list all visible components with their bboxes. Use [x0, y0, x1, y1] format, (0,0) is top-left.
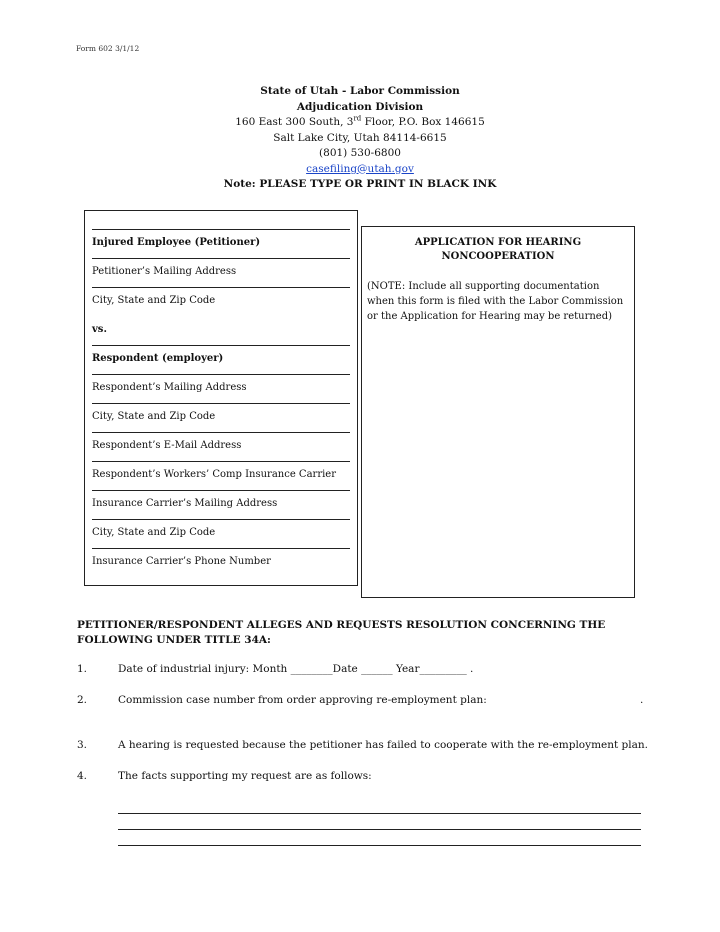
ink-note: Note: PLEASE TYPE OR PRINT IN BLACK INK: [223, 178, 497, 190]
hearing-reason: A hearing is requested because the petitioner has failed to cooperate with the re-employment plan.: [118, 739, 648, 751]
form-number: Form 602 3/1/12: [76, 44, 140, 53]
parties-box: [84, 210, 358, 586]
application-box: [361, 226, 635, 598]
party-field[interactable]: [92, 527, 350, 538]
party-field-line: [92, 287, 350, 288]
party-field[interactable]: [92, 498, 350, 509]
case-number-line[interactable]: Commission case number from order approving re-employment plan:: [118, 694, 487, 706]
case-number-end: .: [640, 694, 644, 706]
party-field-line: [92, 461, 350, 462]
agency-header: [0, 84, 720, 193]
party-field[interactable]: [92, 469, 350, 480]
party-field[interactable]: [92, 353, 350, 364]
party-field-line: [92, 548, 350, 549]
party-field[interactable]: [92, 382, 350, 393]
party-field[interactable]: [92, 324, 350, 335]
party-field-line: [92, 519, 350, 520]
party-field-label: Respondent’s Mailing Address: [92, 382, 247, 393]
party-field-label: Respondent (employer): [92, 353, 224, 364]
party-field-label: Injured Employee (Petitioner): [92, 237, 261, 248]
party-field[interactable]: [92, 266, 350, 277]
party-field[interactable]: [92, 440, 350, 451]
party-field-label: vs.: [92, 324, 107, 335]
item-number: 3.: [77, 739, 88, 751]
party-field[interactable]: [92, 411, 350, 422]
injury-date-line[interactable]: Date of industrial injury: Month ________Date ______ Year_________ .: [118, 663, 474, 675]
party-field[interactable]: [92, 295, 350, 306]
party-field-line: [92, 345, 350, 346]
item-number: 1.: [77, 663, 88, 675]
alleges-heading: PETITIONER/RESPONDENT ALLEGES AND REQUESTS RESOLUTION CONCERNING THE FOLLOWING UNDER TITLE 34A:: [77, 619, 606, 646]
facts-line[interactable]: [118, 845, 641, 846]
party-field-label: Respondent’s E-Mail Address: [92, 440, 242, 451]
party-field-label: City, State and Zip Code: [92, 527, 216, 538]
facts-label: The facts supporting my request are as follows:: [118, 770, 372, 782]
facts-line[interactable]: [118, 829, 641, 830]
city-address: Salt Lake City, Utah 84114-6615: [273, 131, 447, 144]
party-field-line: [92, 490, 350, 491]
email-link[interactable]: casefiling@utah.gov: [306, 162, 414, 175]
party-field-label: City, State and Zip Code: [92, 411, 216, 422]
facts-line[interactable]: [118, 813, 641, 814]
phone-number: (801) 530-6800: [319, 147, 401, 159]
party-field-line: [92, 229, 350, 230]
agency-name: State of Utah - Labor Commission: [260, 85, 460, 97]
party-field-line: [92, 374, 350, 375]
party-field-line: [92, 403, 350, 404]
party-field[interactable]: [92, 237, 350, 248]
party-field-line: [92, 432, 350, 433]
party-field[interactable]: [92, 556, 350, 567]
party-field-line: [92, 258, 350, 259]
party-field-label: Insurance Carrier’s Phone Number: [92, 556, 271, 567]
application-note: (NOTE: Include all supporting documentation when this form is filed with the Labor Commission or the Application for Hearing may be returned): [367, 281, 624, 322]
item-number: 4.: [77, 770, 88, 782]
item-number: 2.: [77, 694, 88, 706]
street-address: 160 East 300 South, 3rd Floor, P.O. Box 146615: [235, 114, 485, 128]
division-name: Adjudication Division: [296, 100, 424, 113]
party-field-label: Respondent’s Workers’ Comp Insurance Carrier: [92, 469, 337, 480]
party-field-label: City, State and Zip Code: [92, 295, 216, 306]
party-field-label: Insurance Carrier’s Mailing Address: [92, 498, 278, 509]
application-title: APPLICATION FOR HEARING NONCOOPERATION: [414, 237, 582, 262]
party-field-label: Petitioner’s Mailing Address: [92, 266, 237, 277]
